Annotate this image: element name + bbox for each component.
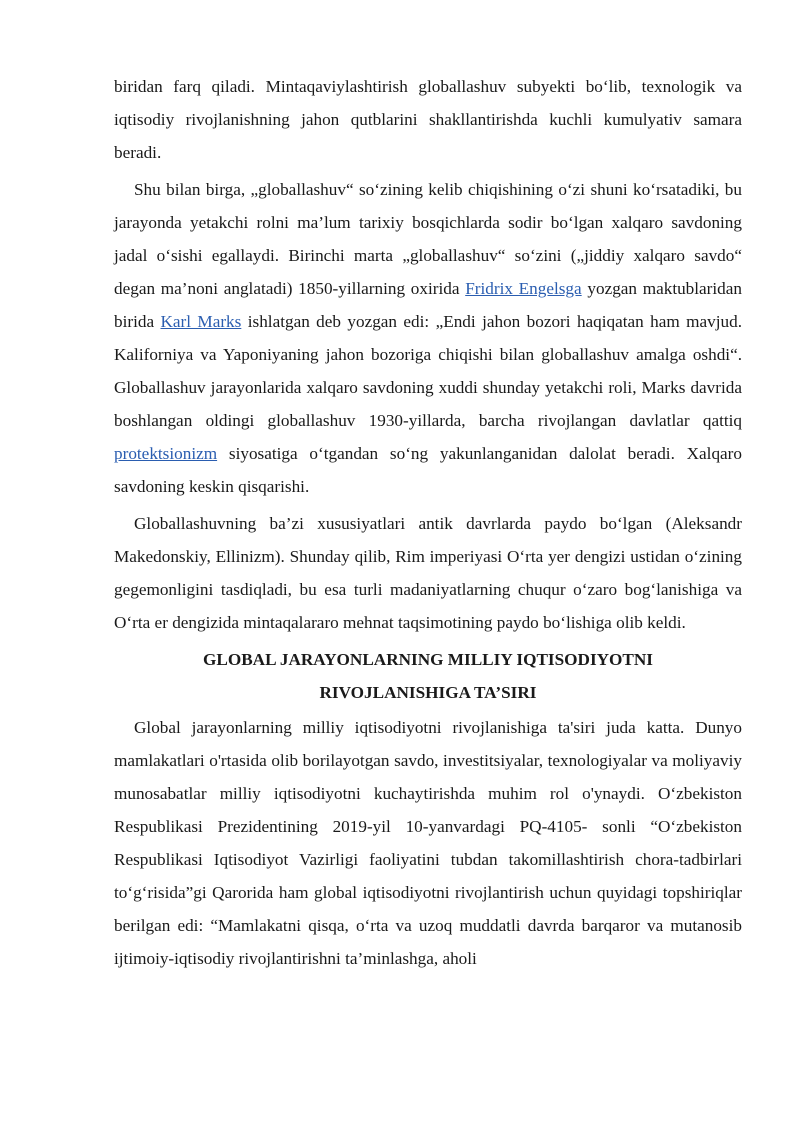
link-karl-marks[interactable]: Karl Marks	[160, 312, 242, 331]
paragraph-2-text-a: Shu bilan birga, „globallashuv“ so‘zining kelib chiqishining o‘zi shuni ko‘rsatadiki, bu jarayonda yetakchi rolni ma’lum tarixiy bosqichlarda sodir bo‘lgan xalqaro savdoning jadal o‘sishi egallaydi. Birinchi marta „globallashuv“ so‘zini („jiddiy xalqaro savdo“ degan ma’noni anglatadi) 1850-yillarning oxirida	[114, 180, 742, 298]
paragraph-3: Globallashuvning ba’zi xususiyatlari antik davrlarda paydo bo‘lgan (Aleksandr Makedonskiy, Ellinizm). Shunday qilib, Rim imperiyasi O‘rta yer dengizi ustidan o‘zining gegemonligini tasdiqladi, bu esa turli madaniyatlarning chuqur o‘zaro bog‘lanishiga va O‘rta er dengizida mintaqalararo mehnat taqsimotining paydo bo‘lishiga olib keldi.	[114, 514, 742, 632]
paragraph-2	[114, 173, 742, 503]
section-heading	[114, 643, 742, 709]
section-heading-line-1: GLOBAL JARAYONLARNING MILLIY IQTISODIYOTNI	[203, 650, 653, 669]
section-heading-line-2: RIVOJLANISHIGA TA’SIRI	[319, 683, 537, 702]
link-protektsionizm[interactable]: protektsionizm	[114, 444, 218, 463]
document-page	[114, 70, 742, 975]
paragraph-2-text-c: ishlatgan deb yozgan edi: „Endi jahon bozori haqiqatan ham mavjud. Kaliforniya va Yaponiyaning jahon bozoriga chiqishi bilan globallashuv amalga oshdi“. Globallashuv jarayonlarida xalqaro savdoning xuddi shunday yetakchi roli, Marks davrida boshlangan oldingi globallashuv 1930-yillarda, barcha rivojlangan davlatlar qattiq	[114, 312, 742, 430]
paragraph-2-text-b: yozgan maktublaridan birida	[114, 279, 742, 331]
paragraph-4: Global jarayonlarning milliy iqtisodiyotni rivojlanishiga ta'siri juda katta. Dunyo mamlakatlari o'rtasida olib borilayotgan savdo, investitsiyalar, texnologiyalar va moliyaviy munosabatlar milliy iqtisodiyotni kuchaytirishda muhim rol o'ynaydi. O‘zbekiston Respublikasi Prezidentining 2019-yil 10-yanvardagi PQ-4105- sonli “O‘zbekiston Respublikasi Iqtisodiyot Vazirligi faoliyatini tubdan takomillashtirish chora-tadbirlari to‘g‘risida”gi Qarorida ham global iqtisodiyotni rivojlantirish uchun quyidagi topshiriqlar berilgan edi: “Mamlakatni qisqa, o‘rta va uzoq muddatli davrda barqaror va mutanosib ijtimoiy-iqtisodiy rivojlantirishni ta’minlashga, aholi	[114, 718, 742, 968]
link-fridrix-engelsga[interactable]: Fridrix Engelsga	[465, 279, 582, 298]
paragraph-2-text-d: siyosatiga o‘tgandan so‘ng yakunlanganidan dalolat beradi. Xalqaro savdoning keskin qisqarishi.	[114, 444, 742, 496]
paragraph-1: biridan farq qiladi. Mintaqaviylashtirish globallashuv subyekti bo‘lib, texnologik va iqtisodiy rivojlanishning jahon qutblarini shakllantirishda kuchli kumulyativ samara beradi.	[114, 77, 742, 162]
